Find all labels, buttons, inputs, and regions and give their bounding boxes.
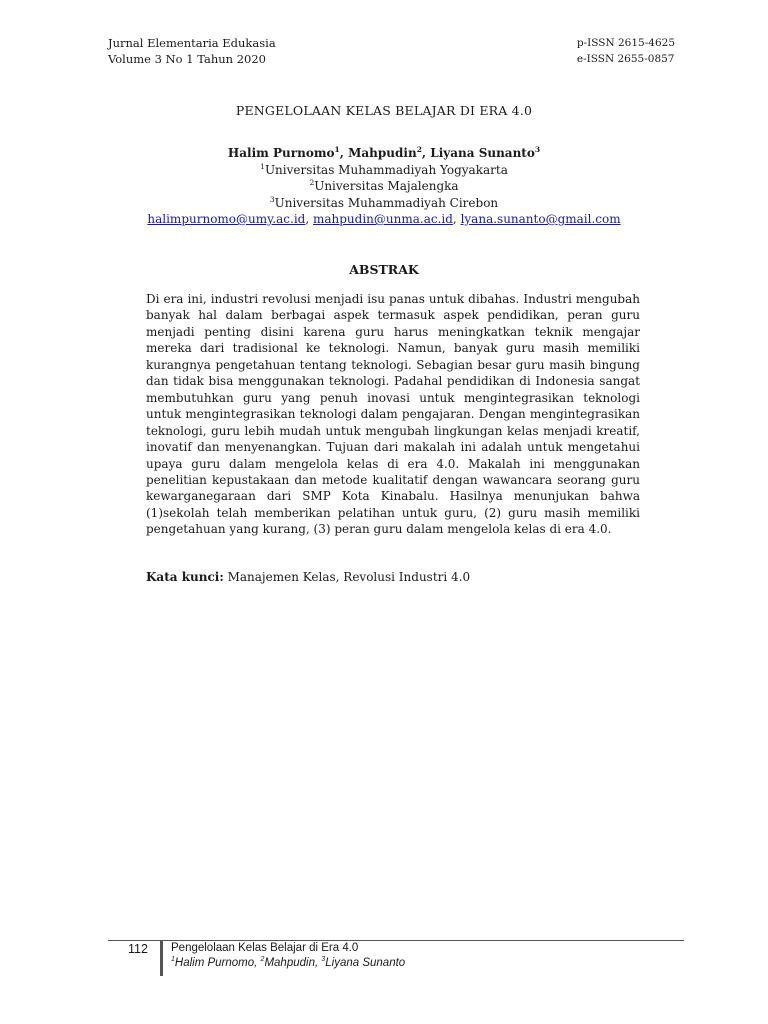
running-footer [171, 941, 405, 971]
author-sup: 3 [534, 145, 541, 154]
affiliation: $^1$Universitas Muhammadiyah Yogyakarta [260, 161, 508, 177]
author-list: Halim Purnomo$^1$, Mahpudin$^2$, Liyana Sunanto$^3$ [227, 145, 541, 160]
running-header-left [108, 35, 276, 67]
author-sup: 2 [416, 145, 422, 154]
author-name: Mahpudin [348, 146, 417, 160]
footer-vertical-bar [160, 940, 163, 976]
journal-name: Jurnal Elementaria Edukasia [108, 36, 276, 50]
author-name: Liyana Sunanto [430, 146, 535, 160]
author-sup: 1 [334, 145, 340, 154]
email-list: halimpurnomo@umy.ac.id, mahpudin@unma.ac.id, lyana.sunanto@gmail.com [147, 212, 621, 226]
author-name: Halim Purnomo [227, 146, 335, 160]
email-link[interactable]: mahpudin@unma.ac.id [312, 212, 453, 226]
author-block [0, 145, 768, 228]
p-issn: p-ISSN 2615-4625 [576, 37, 675, 49]
paper-title: PENGELOLAAN KELAS BELAJAR DI ERA 4.0 [235, 103, 533, 118]
abstract-text: Di era ini, industri revolusi menjadi isu panas untuk dibahas. Industri mengubah banyak hal dalam berbagai aspek termasuk aspek pendidikan, peran guru menjadi penting disini karena guru harus meningkatkan teknik mengajar mereka dari tradisional ke teknologi. Namun, banyak guru masih memiliki kurangnya pengetahuan tentang teknologi. Sebagian besar guru masih bingung dan tidak bisa menggunakan teknologi. Padahal pendidikan di Indonesia sangat membutuhkan guru yang penuh inovasi untuk mengintegrasikan teknologi untuk mengintegrasikan teknologi dalam pengajaran. Dengan mengintegrasikan teknologi, guru lebih mudah untuk mengubah lingkungan kelas menjadi kreatif, inovatif dan menyenangkan. Tujuan dari makalah ini adalah untuk mengetahui upaya guru dalam mengelola kelas di era 4.0. Makalah ini menggunakan penelitian kepustakaan dan metode kualitatif dengan wawancara seorang guru kewarganegaraan dari SMP Kota Kinabalu. Hasilnya menunjukan bahwa (1)sekolah telah memberikan pelatihan untuk guru, (2) guru masih memiliki pengetahuan yang kurang, (3) peran guru dalam mengelola kelas di era 4.0. [146, 292, 640, 537]
footer-title: Pengelolaan Kelas Belajar di Era 4.0 [171, 942, 359, 954]
abstract-heading: ABSTRAK [349, 262, 419, 277]
affiliation: $^2$Universitas Majalengka [309, 178, 459, 193]
journal-volume: Volume 3 No 1 Tahun 2020 [108, 52, 266, 66]
email-link[interactable]: lyana.sunanto@gmail.com [460, 212, 621, 226]
page-number: 112 [128, 942, 148, 956]
e-issn: e-ISSN 2655-0857 [576, 53, 675, 65]
affiliation: $^3$Universitas Muhammadiyah Cirebon [269, 194, 499, 210]
keywords-label: Kata kunci: [146, 570, 224, 584]
keywords-text: Manajemen Kelas, Revolusi Industri 4.0 [227, 570, 471, 584]
email-link[interactable]: halimpurnomo@umy.ac.id [147, 212, 306, 226]
running-header-right [577, 35, 675, 67]
keywords [146, 569, 640, 585]
footer-authors: $^1$Halim Purnomo, $^2$Mahpudin, $^3$Liyana Sunanto [171, 956, 406, 969]
